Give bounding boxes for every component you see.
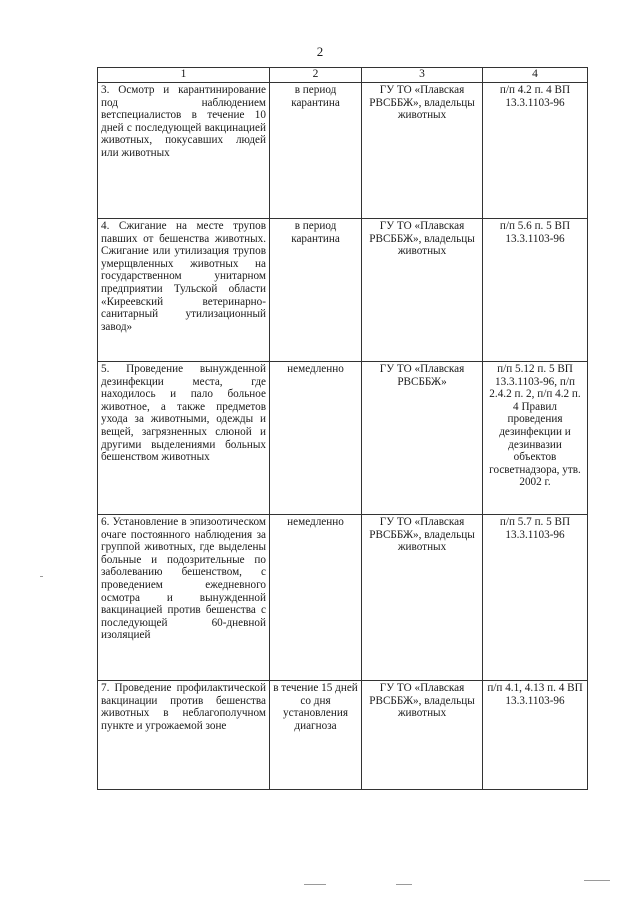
table-row <box>98 362 588 515</box>
executor-cell: ГУ ТО «Плавская РВСББЖ», владельцы животных <box>362 515 483 681</box>
basis-cell: п/п 5.6 п. 5 ВП 13.3.1103-96 <box>483 219 588 362</box>
scan-speck <box>40 576 43 577</box>
column-header-basis: 4 <box>483 68 588 83</box>
term-cell: в период карантина <box>270 219 362 362</box>
term-cell: немедленно <box>270 362 362 515</box>
executor-cell: ГУ ТО «Плавская РВСББЖ», владельцы животных <box>362 83 483 219</box>
term-cell: в период карантина <box>270 83 362 219</box>
basis-cell: п/п 4.1, 4.13 п. 4 ВП 13.3.1103-96 <box>483 681 588 790</box>
action-cell: 3. Осмотр и карантинирование под наблюдением ветспециалистов в течение 10 дней с последующей вакцинацией животных, покусавших людей или животных <box>98 83 270 219</box>
table-row <box>98 83 588 219</box>
scan-speck <box>396 884 412 885</box>
term-cell: немедленно <box>270 515 362 681</box>
action-cell: 7. Проведение профилактической вакцинации против бешенства животных в неблагополучном пункте и угрожаемой зоне <box>98 681 270 790</box>
column-header-executor: 3 <box>362 68 483 83</box>
term-cell: в течение 15 дней со дня установления диагноза <box>270 681 362 790</box>
executor-cell: ГУ ТО «Плавская РВСББЖ», владельцы животных <box>362 219 483 362</box>
scan-speck <box>584 880 610 881</box>
table-row <box>98 681 588 790</box>
basis-cell: п/п 4.2 п. 4 ВП 13.3.1103-96 <box>483 83 588 219</box>
table-row <box>98 219 588 362</box>
page-number: 2 <box>316 44 324 59</box>
action-cell: 4. Сжигание на месте трупов павших от бешенства животных. Сжигание или утилизация трупов умерщвленных животных на государственном унитарном предприятии Тульской области «Киреевский ветеринарно-санитарный утилизационный завод» <box>98 219 270 362</box>
column-header-term: 2 <box>270 68 362 83</box>
column-header-action: 1 <box>98 68 270 83</box>
executor-cell: ГУ ТО «Плавская РВСББЖ», владельцы животных <box>362 681 483 790</box>
measures-table <box>97 67 588 790</box>
table-header-row <box>98 68 588 83</box>
table-row <box>98 515 588 681</box>
basis-cell: п/п 5.7 п. 5 ВП 13.3.1103-96 <box>483 515 588 681</box>
scan-speck <box>304 884 326 885</box>
executor-cell: ГУ ТО «Плавская РВСББЖ» <box>362 362 483 515</box>
basis-cell: п/п 5.12 п. 5 ВП 13.3.1103-96, п/п 2.4.2 п. 2, п/п 4.2 п. 4 Правил проведения дезинфекции и дезинвазии объектов госветнадзора, утв. 2002 г. <box>483 362 588 515</box>
action-cell: 5. Проведение вынужденной дезинфекции места, где находилось и пало больное животное, а также предметов ухода за животными, одежды и вещей, загрязненных слюной и другими выделениями больных бешенством животных <box>98 362 270 515</box>
action-cell: 6. Установление в эпизоотическом очаге постоянного наблюдения за группой животных, где выделены больные и подозрительные по заболеванию бешенством, с проведением ежедневного осмотра и вынужденной вакцинацией против бешенства с последующей 60-дневной изоляцией <box>98 515 270 681</box>
